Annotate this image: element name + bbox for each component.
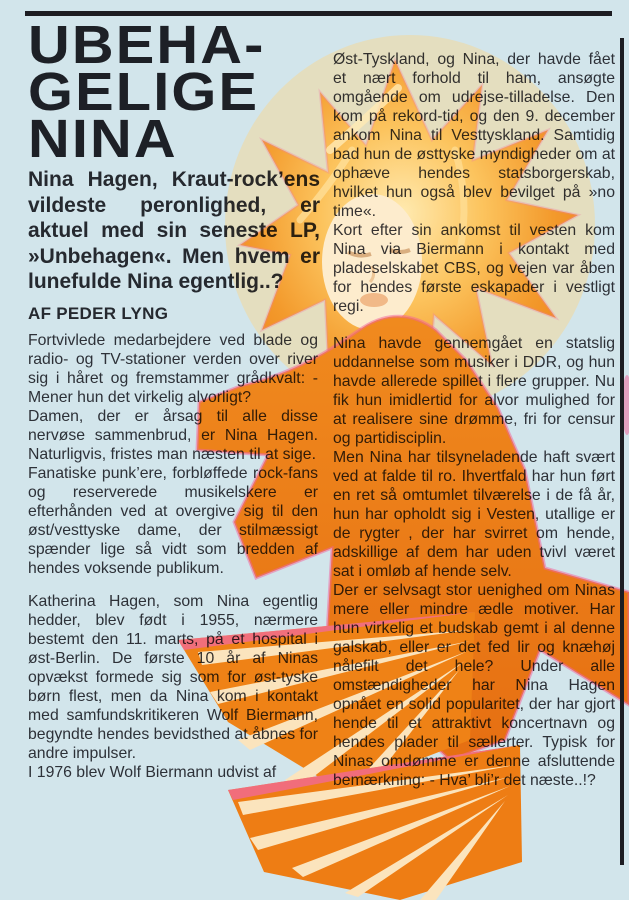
body-paragraph: Fortvivlede medarbejdere ved blade og radio- og TV-stationer verden over river sig i håret og fremstammer grådkvalt: - Mener hun det virkelig alvorligt? — [28, 331, 318, 406]
headline-line: NINA — [28, 109, 178, 169]
byline: AF PEDER LYNG — [28, 303, 169, 323]
body-paragraph: Katherina Hagen, som Nina egentlig hedder, blev født i 1955, nærmere bestemt den 11. marts, på et hospital i øst-Berlin. De første 10 år af Ninas opvækst formede sig som for øst-tyske børn flest, men da Nina kom i kontakt med samfundskritikeren Wolf Biermann, begyndte hendes bevidsthed at åbnes for andre impulser. — [28, 592, 318, 762]
left-column — [28, 15, 320, 782]
body-paragraph: Damen, der er årsag til alle disse nervøse sammenbrud, er Nina Hagen. Naturligvis, fristes man næsten til at sige. — [28, 407, 318, 463]
right-column — [333, 50, 615, 790]
body-paragraph: Nina havde gennemgået en statslig uddannelse som musiker i DDR, og hun havde allerede spillet i flere grupper. Nu fik hun imidlertid for alvor mulighed for at realisere sine drømme, fri for censur og partidisciplin. — [333, 335, 615, 447]
body-paragraph: Kort efter sin ankomst til vesten kom Nina via Biermann i kontakt med pladeselskabet CBS, og vejen var åben for hendes første eskapader i vestligt regi. — [333, 222, 615, 315]
body-paragraph: I 1976 blev Wolf Biermann udvist af — [28, 763, 277, 781]
body-paragraph: Øst-Tyskland, og Nina, der havde fået et nært forhold til ham, ansøgte omgående om udrejse-tilladelse. Den kom på rekord-tid, og den 9. december ankom Nina til Vesttyskland. Samtidig bad hun de østtyske myndigheder om at ophæve hendes statsborgerskab, hvilket hun også blev bevilget på »no time«. — [333, 51, 615, 220]
body-paragraph: Men Nina har tilsyneladende haft svært ved at falde til ro. Ihvertfald har hun ført en ret så omtumlet tilværelse i de få år, hun har opholdt sig i Vesten, utallige er de rygter , der har svirret om hende, adskillige af dem har uden tvivl været sat i omløb af hende selv. — [333, 449, 615, 580]
body-paragraph: Fanatiske punk’ere, forbløffede rock-fans og reserverede musikelskere er efterhånden ved at overgive sig til den øst/vesttyske dame, der stilmæssigt spænder lige så vidt som bredden af hendes voksende publikum. — [28, 464, 318, 577]
body-paragraph: Der er selvsagt stor uenighed om Ninas mere eller mindre ædle motiver. Har hun virkelig et budskab gemt i al denne galskab, eller er det fed lir og knæhøj nålefilt det hele? Under alle omstændigheder har Nina Hagen opnået en solid popularitet, der har gjort hende til et attraktivt koncertnavn og hendes plader til sællerter. Typisk for Ninas omdømme er denne afsluttende bemærkning: - Hva’ bli’r det næste..!? — [333, 582, 615, 789]
headline-line: UBEHA- — [28, 15, 266, 75]
headline — [28, 15, 338, 169]
intro-paragraph: Nina Hagen, Kraut-rock’ens vildeste peronlighed, er aktuel med sin seneste LP, »Unbehagen«. Men hvem er lunefulde Nina egentlig..? — [28, 168, 320, 293]
headline-line: GELIGE — [28, 62, 260, 122]
